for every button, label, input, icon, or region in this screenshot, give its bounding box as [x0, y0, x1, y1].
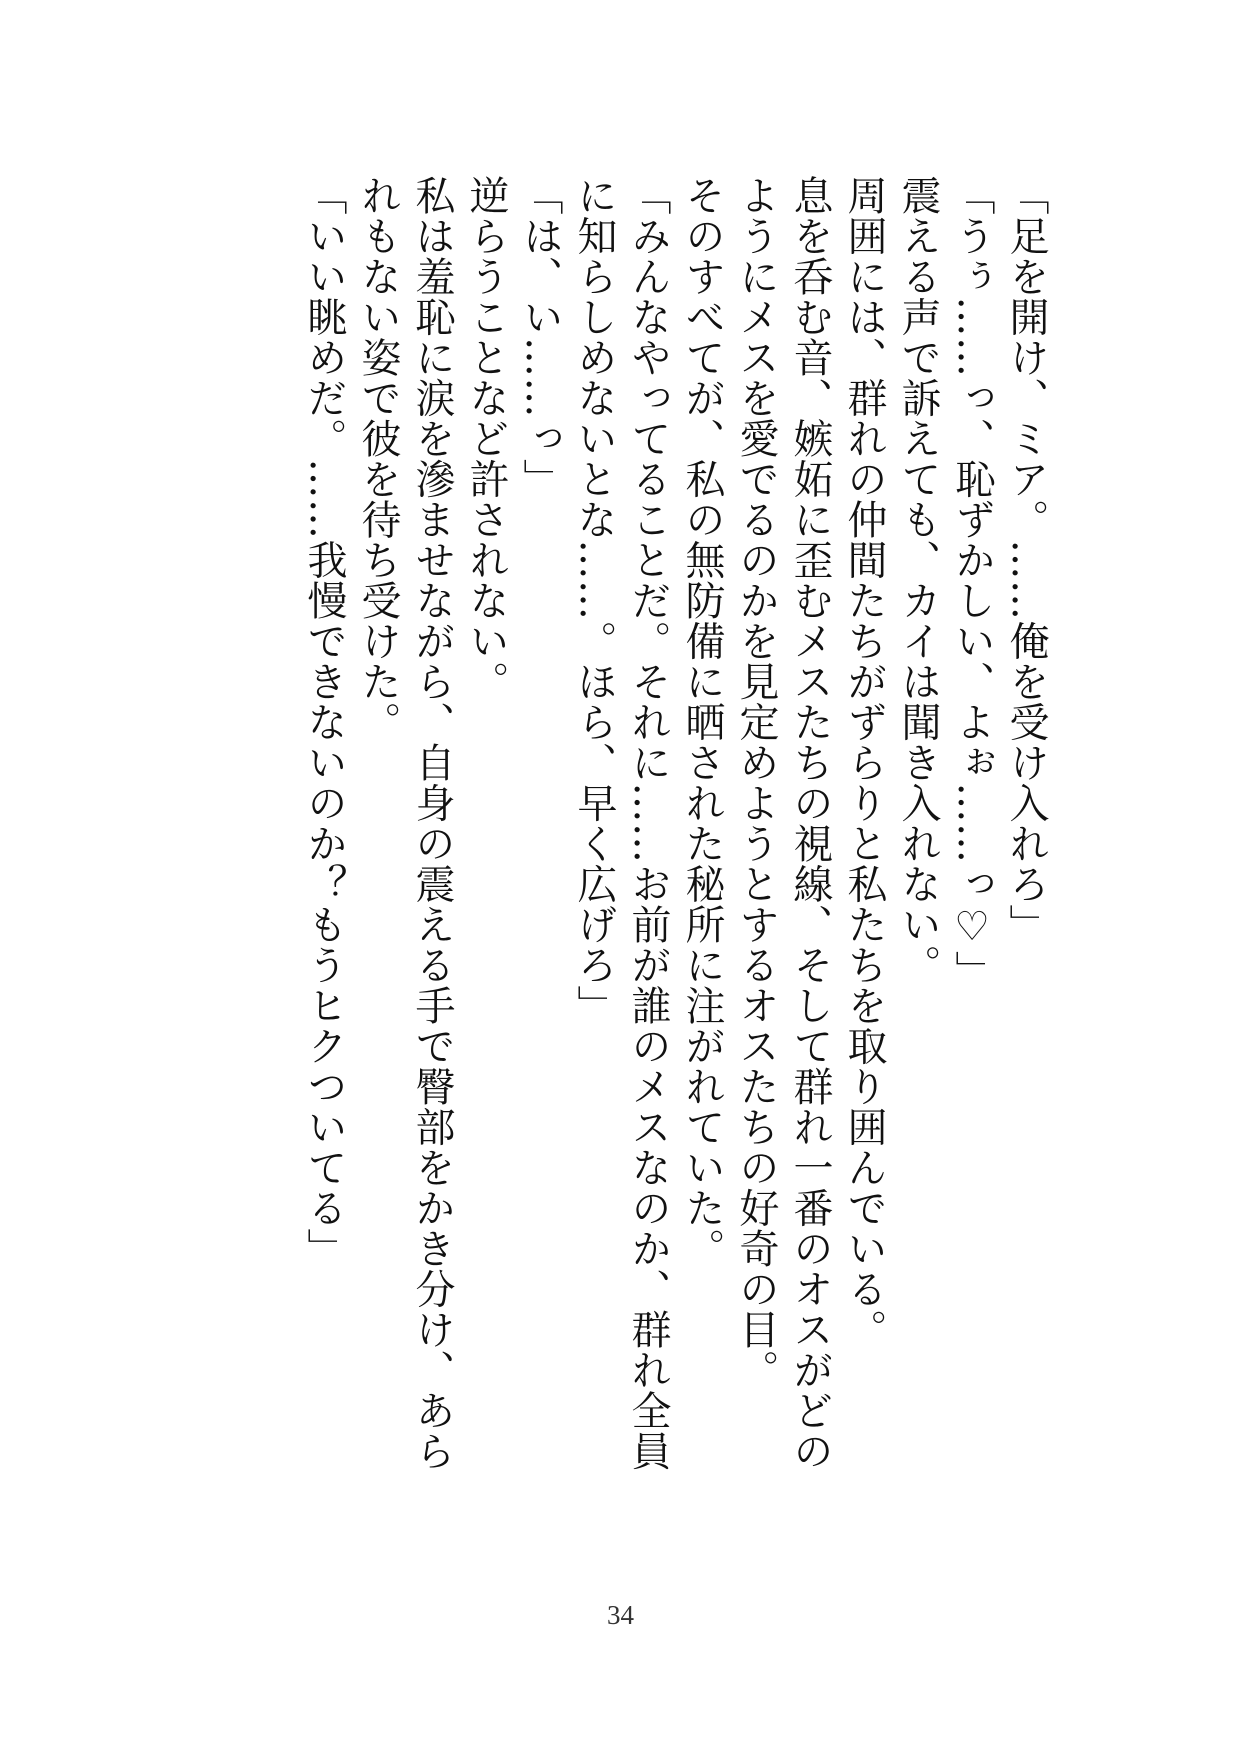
- text-line: 周囲には、群れの仲間たちがずらりと私たちを取り囲んでいる。: [841, 175, 887, 1350]
- text-line: 「足を開け、ミア。……俺を受け入れろ」: [1003, 175, 1049, 945]
- vertical-text-body: [297, 175, 1053, 1505]
- text-line: に知らしめないとな……。ほら、早く広げろ」: [571, 175, 617, 1026]
- text-line: 私は羞恥に涙を滲ませながら、自身の震える手で臀部をかき分け、あら: [409, 175, 455, 1471]
- text-line: 「いい眺めだ。……我慢できないのか？もうヒクついてる」: [301, 175, 347, 1269]
- text-line: れもない姿で彼を待ち受けた。: [355, 175, 401, 742]
- text-line: 「みんなやってることだ。それに……お前が誰のメスなのか、群れ全員: [625, 175, 671, 1471]
- text-line: そのすべてが、私の無防備に晒された秘所に注がれていた。: [679, 175, 725, 1269]
- text-line: 逆らうことなど許されない。: [463, 175, 509, 702]
- page-number: 34: [607, 1600, 634, 1630]
- text-line: 「は、い……っ」: [517, 175, 563, 499]
- text-line: 震える声で訴えても、カイは聞き入れない。: [895, 175, 941, 985]
- text-line: ようにメスを愛でるのかを見定めようとするオスたちの好奇の目。: [733, 175, 779, 1390]
- text-line: 「うぅ……っ、恥ずかしい、よぉ……っ♡」: [949, 175, 995, 991]
- text-line: 息を呑む音、嫉妬に歪むメスたちの視線、そして群れ一番のオスがどの: [787, 175, 833, 1471]
